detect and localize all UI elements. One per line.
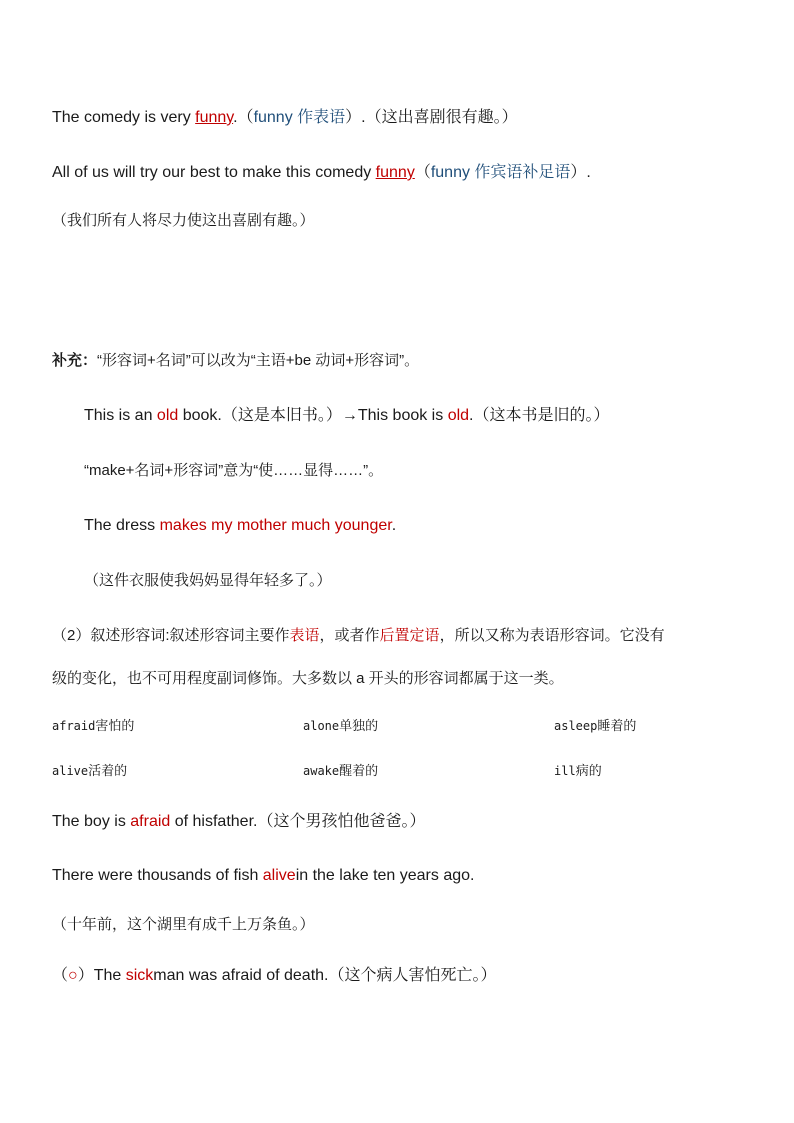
text: ）The bbox=[77, 967, 126, 984]
highlight-phrase: makes my mother much younger bbox=[159, 517, 392, 534]
highlight-word: afraid bbox=[130, 813, 171, 830]
highlight-word: alive bbox=[262, 867, 296, 884]
highlight-word: funny bbox=[375, 164, 415, 181]
text: . bbox=[391, 517, 397, 534]
vocab-en: awake bbox=[303, 764, 340, 778]
text: The comedy is very bbox=[52, 109, 196, 126]
text: （2）叙述形容词:叙述形容词主要作 bbox=[52, 627, 290, 644]
translation-alive: （十年前，这个湖里有成千上万条鱼。） bbox=[52, 916, 315, 933]
vocab-item bbox=[554, 717, 636, 736]
make-rule-line: “make+名词+形容词”意为“使……显得……”。 bbox=[84, 462, 384, 479]
translation-dress: （这件衣服使我妈妈显得年轻多了。） bbox=[84, 572, 332, 589]
example-sick bbox=[52, 965, 497, 987]
text: book.（这是本旧书。）→This book is bbox=[178, 407, 448, 424]
text: ）.（这出喜剧很有趣。） bbox=[345, 109, 518, 126]
vocab-cn: 病的 bbox=[575, 764, 602, 779]
section-2-heading bbox=[52, 625, 665, 647]
text: man was afraid of death.（这个病人害怕死亡。） bbox=[153, 967, 497, 984]
vocab-item bbox=[303, 717, 378, 736]
vocab-item bbox=[303, 762, 378, 781]
vocab-item bbox=[554, 762, 602, 781]
example-line-1 bbox=[52, 107, 518, 129]
text: All of us will try our best to make this comedy bbox=[52, 164, 376, 181]
text: The dress bbox=[84, 517, 160, 534]
vocab-en: ill bbox=[554, 764, 576, 778]
vocab-cn: 活着的 bbox=[88, 764, 128, 779]
correct-mark-icon: ○ bbox=[68, 967, 78, 984]
vocab-en: alive bbox=[52, 764, 89, 778]
vocab-en: alone bbox=[303, 719, 340, 733]
text: .（ bbox=[233, 109, 254, 126]
vocab-en: asleep bbox=[554, 719, 598, 733]
text: There were thousands of fish bbox=[52, 867, 263, 884]
text: （ bbox=[52, 967, 69, 984]
text: This is an bbox=[84, 407, 157, 424]
grammar-note: funny 作宾语补足语 bbox=[430, 164, 571, 181]
text: ）. bbox=[570, 164, 591, 181]
text: of hisfather.（这个男孩怕他爸爸。） bbox=[170, 813, 426, 830]
translation-line-2: （我们所有人将尽力使这出喜剧有趣。） bbox=[52, 212, 315, 229]
text: “形容词+名词”可以改为“主语+be 动词+形容词”。 bbox=[97, 352, 420, 369]
example-dress bbox=[84, 515, 396, 537]
highlight-word: old bbox=[447, 407, 470, 424]
highlight-term: 后置定语 bbox=[379, 627, 440, 644]
example-line-2 bbox=[52, 162, 591, 184]
highlight-term: 表语 bbox=[289, 627, 320, 644]
example-afraid bbox=[52, 811, 425, 833]
vocab-item bbox=[52, 717, 134, 736]
text: in the lake ten years ago. bbox=[295, 867, 475, 884]
vocab-en: afraid bbox=[52, 719, 96, 733]
vocab-cn: 害怕的 bbox=[95, 719, 135, 734]
supplement-label: 补充： bbox=[52, 352, 98, 369]
vocab-item bbox=[52, 762, 127, 781]
vocab-cn: 醒着的 bbox=[339, 764, 379, 779]
vocab-cn: 睡着的 bbox=[597, 719, 637, 734]
grammar-note: funny 作表语 bbox=[253, 109, 346, 126]
text: ，所以又称为表语形容词。它没有 bbox=[439, 627, 665, 644]
highlight-word: old bbox=[156, 407, 179, 424]
highlight-word: sick bbox=[125, 967, 154, 984]
vocab-cn: 单独的 bbox=[339, 719, 379, 734]
section-2-continued: 级的变化，也不可用程度副词修饰。大多数以 a 开头的形容词都属于这一类。 bbox=[52, 670, 564, 687]
text: （ bbox=[414, 164, 431, 181]
example-alive bbox=[52, 865, 474, 887]
example-old-book bbox=[84, 405, 610, 427]
text: The boy is bbox=[52, 813, 131, 830]
highlight-word: funny bbox=[195, 109, 234, 126]
text: .（这本书是旧的。） bbox=[469, 407, 610, 424]
supplement-line bbox=[52, 350, 419, 372]
text: ，或者作 bbox=[319, 627, 380, 644]
